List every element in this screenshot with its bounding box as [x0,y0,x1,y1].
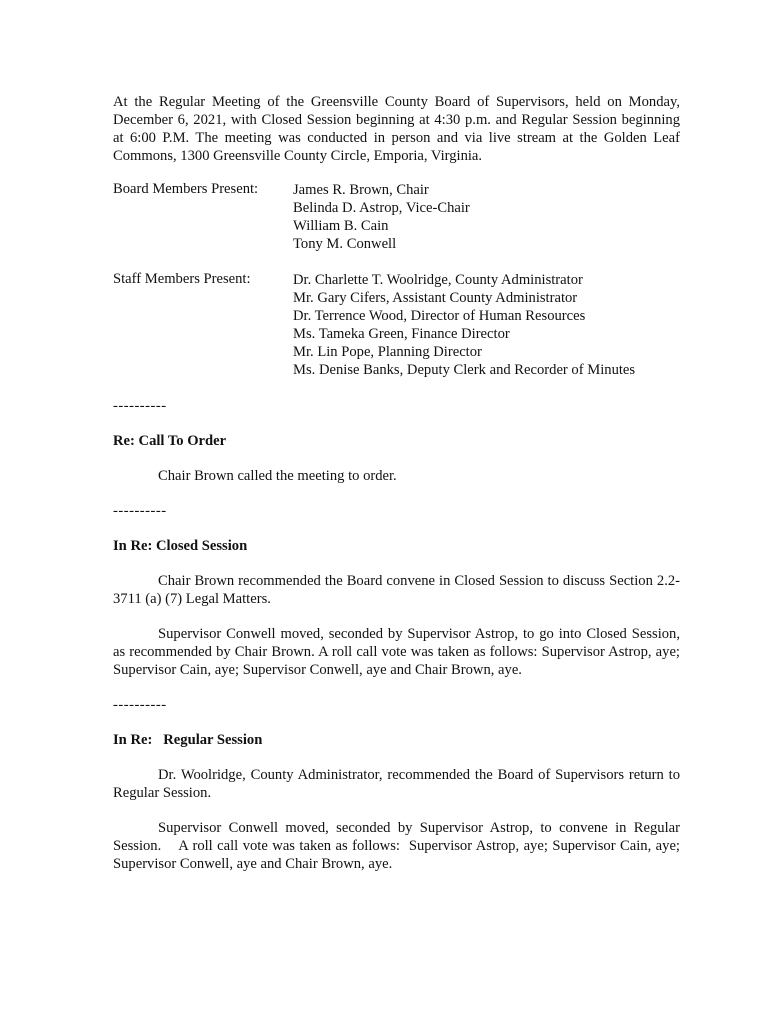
staff-members-list [293,271,635,379]
staff-member: Mr. Lin Pope, Planning Director [293,344,482,360]
staff-members-block [113,271,680,379]
board-member: William B. Cain [293,218,389,234]
staff-member: Mr. Gary Cifers, Assistant County Administrator [293,290,578,306]
board-member: Belinda D. Astrop, Vice-Chair [293,200,470,216]
board-members-list [293,181,470,253]
staff-members-label: Staff Members Present: [113,271,251,287]
board-members-label: Board Members Present: [113,181,259,197]
regular-session-text-1: Dr. Woolridge, County Administrator, recommended the Board of Supervisors return to Regular Session. [113,767,680,801]
separator: ---------- [113,697,167,713]
board-members-block [113,181,680,253]
staff-member: Dr. Charlette T. Woolridge, County Administrator [293,272,583,288]
board-member: James R. Brown, Chair [293,182,429,198]
regular-session-text-2: Supervisor Conwell moved, seconded by Supervisor Astrop, to convene in Regular Session. A roll call vote was taken as follows: Supervisor Astrop, aye; Supervisor Cain, aye; Supervisor Conwell, aye and Chair Brown, aye. [113,820,684,872]
minutes-page [113,93,684,873]
regular-session-heading: In Re: Regular Session [113,732,263,748]
call-to-order-text: Chair Brown called the meeting to order. [158,468,397,484]
staff-member: Dr. Terrence Wood, Director of Human Resources [293,308,586,324]
call-to-order-heading: Re: Call To Order [113,433,227,449]
separator: ---------- [113,503,167,519]
staff-member: Ms. Tameka Green, Finance Director [293,326,510,342]
closed-session-text-2: Supervisor Conwell moved, seconded by Supervisor Astrop, to go into Closed Session, as recommended by Chair Brown. A roll call vote was taken as follows: Supervisor Astrop, aye; Supervisor Cain, aye; Supervisor Conwell, aye and Chair Brown, aye. [113,626,680,678]
separator: ---------- [113,398,167,414]
closed-session-heading: In Re: Closed Session [113,538,248,554]
board-member: Tony M. Conwell [293,236,397,252]
intro-paragraph: At the Regular Meeting of the Greensville County Board of Supervisors, held on Monday, December 6, 2021, with Closed Session beginning at 4:30 p.m. and Regular Session beginning at 6:00 P.M. The meeting was conducted in person and via live stream at the Golden Leaf Commons, 1300 Greensville County Circle, Emporia, Virginia. [113,94,680,164]
closed-session-text-1: Chair Brown recommended the Board convene in Closed Session to discuss Section 2.2-3711 (a) (7) Legal Matters. [113,573,680,607]
staff-member: Ms. Denise Banks, Deputy Clerk and Recorder of Minutes [293,362,636,378]
